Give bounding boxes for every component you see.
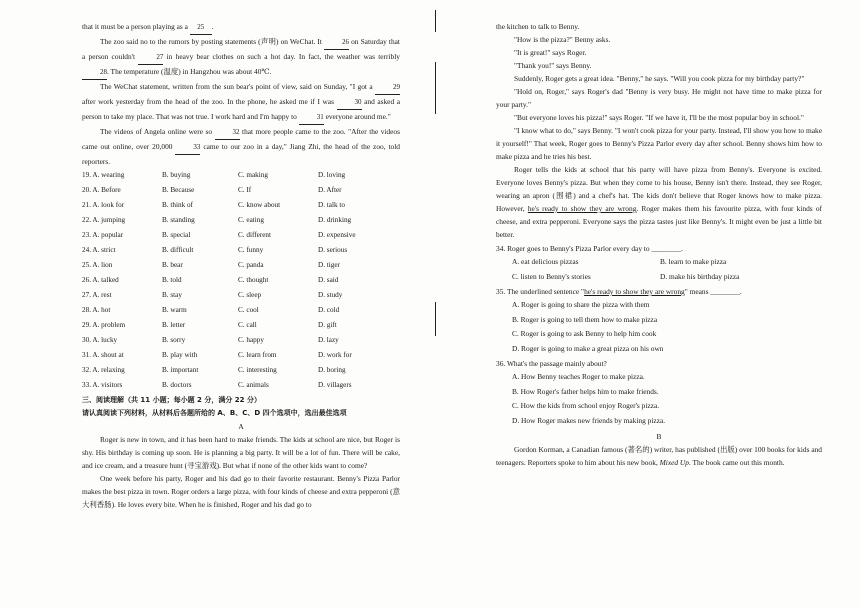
- question-34: 34. Roger goes to Benny's Pizza Parlor every day to ________.: [496, 244, 683, 253]
- story-line: the kitchen to talk to Benny.: [496, 22, 580, 31]
- text: Roger tells the kids at school that his party will have pizza from Benny's. Everyone is excited. Everyone loves Benny's pizza. But when they come to his house, Benny isn't there. Instead, they see Roger, wearing an apron (围裙) and a chef's hat. The kids don't believe that Roger knows how to make pizza. However,: [496, 165, 822, 213]
- blank-31: 31: [299, 111, 324, 125]
- cloze-option-row: [82, 378, 400, 393]
- cloze-paragraph-1: [82, 20, 400, 35]
- cloze-option: B. stay: [162, 291, 182, 299]
- cloze-option: C. know about: [238, 201, 281, 209]
- text: that more people came to the zoo. "After the videos came out online, over 20,000: [82, 127, 400, 151]
- text: on Saturday that a person couldn't: [82, 37, 400, 61]
- cloze-option: B. play with: [162, 351, 198, 359]
- option: A. Roger is going to share the pizza with them: [512, 300, 650, 309]
- binding-mark-middle: [435, 62, 436, 114]
- cloze-option: D. serious: [318, 246, 348, 254]
- option: D. Roger is going to make a great pizza on his own: [512, 343, 664, 353]
- cloze-option: D. expensive: [318, 231, 356, 239]
- blank-28: 28: [82, 66, 107, 80]
- question-36: 36. What's the passage mainly about?: [496, 359, 607, 368]
- cloze-option: D. tiger: [318, 261, 340, 269]
- text: The WeChat statement, written from the sun bear's point of view, said on Sunday, "I got a: [100, 82, 373, 91]
- option: B. learn to make pizza: [660, 257, 727, 266]
- cloze-option: C. panda: [238, 261, 264, 269]
- cloze-option: 29. A. problem: [82, 321, 126, 329]
- text: in heavy bear clothes on such a hot day. In fact, the weather was terribly: [166, 52, 400, 61]
- story-line: "Thank you!" says Benny.: [514, 61, 592, 70]
- cloze-option-row: [82, 243, 400, 258]
- option: A. eat delicious pizzas: [512, 257, 579, 266]
- passage-a-paragraph-1: Roger is new in town, and it has been hard to make friends. The kids at school are nice, but Roger is shy. His birthday is coming up soon. He is planning a big party. It will be a lot of fun. There will be cake, and ice cream, and a treasure hunt (寻宝游戏). But what if none of the other kids want to come?: [82, 435, 400, 470]
- story-paragraph: "I know what to do," says Benny. "I won't cook pizza for your party. Instead, I'll show you how to make it yourself!" That week, Roger goes to Benny's Pizza Parlor every day after school. Benny shows him how to make pizza and he tries his best.: [496, 126, 822, 161]
- text: 35. The underlined sentence ": [496, 287, 585, 296]
- story-paragraph: [496, 163, 822, 241]
- cloze-paragraph-2: [82, 35, 400, 80]
- cloze-option-row: [82, 228, 400, 243]
- cloze-option-row: [82, 258, 400, 273]
- text: .: [211, 22, 214, 31]
- cloze-option: 20. A. Before: [82, 186, 121, 194]
- cloze-option: D. work for: [318, 351, 352, 359]
- cloze-option: C. cool: [238, 306, 259, 314]
- cloze-option: 21. A. look for: [82, 201, 125, 209]
- cloze-option-row: [82, 273, 400, 288]
- cloze-option-row: [82, 303, 400, 318]
- blank-30: 30: [337, 96, 362, 110]
- cloze-option: D. After: [318, 186, 342, 194]
- question-35: [496, 285, 822, 298]
- passage-a-paragraph-2: One week before his party, Roger and his dad go to their favorite restaurant. Benny's Pizza Parlor makes the best pizza in town. Roger orders a large pizza, with four kinds of cheese and extra pepperoni (意大利香肠). He loves every bite. When he is finished, Roger and his dad go to: [82, 474, 400, 509]
- text: . Roger makes them his favourite pizza, with four kinds of cheese, and extra pepperoni. Everyone says the pizza tastes just like Benny's. It might even be just a little bit better.: [496, 204, 823, 239]
- cloze-option: 24. A. strict: [82, 246, 116, 254]
- passage-a-label: A: [238, 422, 244, 431]
- cloze-option-row: [82, 198, 400, 213]
- option: C. listen to Benny's stories: [512, 271, 591, 281]
- cloze-option: C. If: [238, 186, 252, 194]
- cloze-option: C. interesting: [238, 366, 277, 374]
- cloze-options: [82, 168, 400, 393]
- text: and asked a person to take my place. That was not true. I work hard and I'm happy to: [82, 97, 400, 121]
- book-title: Mixed Up: [659, 458, 689, 467]
- cloze-option-row: [82, 168, 400, 183]
- cloze-option: C. funny: [238, 246, 264, 254]
- cloze-option: B. important: [162, 366, 199, 374]
- story-line: "It is great!" says Roger.: [514, 48, 587, 57]
- option: B. Roger is going to tell them how to make pizza: [512, 314, 658, 324]
- right-column: [496, 20, 822, 469]
- cloze-option: B. Because: [162, 186, 195, 194]
- cloze-option: C. call: [238, 321, 257, 329]
- passage-b-label: B: [656, 432, 662, 441]
- cloze-option: 23. A. popular: [82, 231, 124, 239]
- cloze-option: 31. A. shout at: [82, 351, 124, 359]
- cloze-option-row: [82, 333, 400, 348]
- text: The zoo said no to the rumors by posting statements (声明) on WeChat. It: [100, 37, 322, 46]
- cloze-option: C. thought: [238, 276, 269, 284]
- cloze-option: D. boring: [318, 366, 346, 374]
- blank-33: 33: [175, 141, 200, 155]
- cloze-option: C. happy: [238, 336, 264, 344]
- cloze-option: B. told: [162, 276, 182, 284]
- binding-mark-top: [435, 10, 436, 32]
- cloze-paragraph-3: [82, 80, 400, 125]
- text: came to our zoo in a day," Jiang Zhi, the head of the zoo, told reporters.: [82, 142, 400, 166]
- cloze-option: B. difficult: [162, 246, 194, 254]
- blank-26: 26: [324, 36, 349, 50]
- left-column: [82, 20, 400, 511]
- cloze-option-row: [82, 213, 400, 228]
- cloze-option: B. warm: [162, 306, 187, 314]
- cloze-option: D. cold: [318, 306, 340, 314]
- text: . The book came out this month.: [688, 458, 785, 467]
- cloze-option: D. villagers: [318, 381, 352, 389]
- cloze-option: C. animals: [238, 381, 269, 389]
- cloze-option: C. sleep: [238, 291, 262, 299]
- cloze-option: D. loving: [318, 171, 346, 179]
- cloze-option: 32. A. relaxing: [82, 366, 125, 374]
- story-paragraph: Suddenly, Roger gets a great idea. "Benny," he says. "Will you cook pizza for my birthday party?": [514, 74, 805, 83]
- cloze-option: 33. A. visitors: [82, 381, 123, 389]
- option: D. make his birthday pizza: [660, 271, 740, 281]
- cloze-option-row: [82, 363, 400, 378]
- cloze-option: B. standing: [162, 216, 195, 224]
- cloze-option: B. think of: [162, 201, 193, 209]
- cloze-option-row: [82, 288, 400, 303]
- text: that it must be a person playing as a: [82, 22, 188, 31]
- story-paragraph: "But everyone loves his pizza!" says Roger. "If we have it, I'll be the most popular boy in school.": [514, 113, 804, 122]
- cloze-paragraph-4: [82, 125, 400, 168]
- passage-b-paragraph-1: [496, 443, 822, 469]
- cloze-option: D. lazy: [318, 336, 339, 344]
- cloze-option-row: [82, 183, 400, 198]
- cloze-option: 26. A. talked: [82, 276, 119, 284]
- question-34-options-row1: [496, 255, 822, 270]
- cloze-option: B. sorry: [162, 336, 186, 344]
- cloze-option: C. eating: [238, 216, 264, 224]
- story-line: "How is the pizza?" Benny asks.: [514, 35, 611, 44]
- cloze-option: B. doctors: [162, 381, 192, 389]
- blank-32: 32: [215, 126, 240, 140]
- text: Gordon Korman, a Canadian famous (著名的) writer, has published (出版) over 100 books for kids and teenagers. Reporters spoke to him about his new book,: [496, 445, 822, 467]
- blank-25: 25: [190, 21, 212, 35]
- option: A. How Benny teaches Roger to make pizza.: [512, 372, 645, 381]
- cloze-option: B. bear: [162, 261, 183, 269]
- blank-27: 27: [138, 51, 163, 65]
- cloze-option-row: [82, 318, 400, 333]
- cloze-option: 27. A. rest: [82, 291, 112, 299]
- cloze-option: D. talk to: [318, 201, 345, 209]
- cloze-option: B. special: [162, 231, 191, 239]
- story-paragraph: "Hold on, Roger," says Roger's dad "Benny is very busy. He might not have time to make pizza for your party.": [496, 87, 822, 109]
- text: . The temperature (温度) in Hangzhou was about 40℃.: [107, 67, 272, 76]
- text: " means ________.: [684, 287, 742, 296]
- cloze-option: 28. A. hot: [82, 306, 111, 314]
- cloze-option: B. buying: [162, 171, 191, 179]
- option: D. How Roger makes new friends by making pizza.: [512, 415, 666, 425]
- question-34-options-row2: [496, 270, 822, 285]
- option: C. How the kids from school enjoy Roger's pizza.: [512, 401, 660, 410]
- section-instructions: 请认真阅读下列材料，从材料后各题所给的 A、B、C、D 四个选项中，选出最佳选项: [82, 409, 347, 417]
- cloze-option: C. different: [238, 231, 271, 239]
- cloze-option-row: [82, 348, 400, 363]
- underlined-text: he's ready to show they are wrong: [584, 287, 685, 296]
- cloze-option: C. making: [238, 171, 268, 179]
- cloze-option: D. study: [318, 291, 343, 299]
- text: after work yesterday from the head of the zoo. In the phone, he asked me if I was: [82, 97, 334, 106]
- cloze-option: 22. A. jumping: [82, 216, 126, 224]
- underlined-sentence: he's ready to show they are wrong: [527, 204, 637, 213]
- cloze-option: 25. A. lion: [82, 261, 113, 269]
- section-title: 三、阅读理解（共 11 小题；每小题 2 分，满分 22 分）: [82, 396, 261, 404]
- text: everyone around me.": [325, 112, 391, 121]
- cloze-option: D. drinking: [318, 216, 352, 224]
- cloze-option: C. learn from: [238, 351, 277, 359]
- cloze-option: B. letter: [162, 321, 186, 329]
- cloze-option: 30. A. lucky: [82, 336, 118, 344]
- text: The videos of Angela online were so: [100, 127, 213, 136]
- option: C. Roger is going to ask Benny to help him cook: [512, 329, 657, 338]
- binding-mark-lower: [435, 302, 436, 336]
- option: B. How Roger's father helps him to make friends.: [512, 386, 659, 396]
- blank-29: 29: [375, 81, 400, 95]
- cloze-option: D. gift: [318, 321, 337, 329]
- cloze-option: 19. A. wearing: [82, 171, 125, 179]
- cloze-option: D. said: [318, 276, 339, 284]
